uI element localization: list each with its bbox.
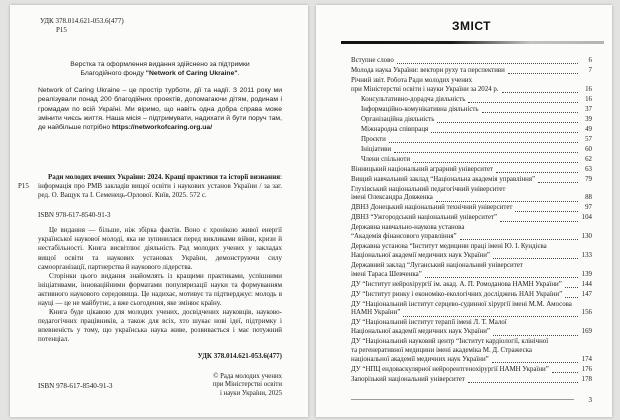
toc-entry — [351, 106, 592, 115]
toc-entry — [351, 146, 592, 155]
toc-entry — [351, 301, 592, 319]
toc-entry-text: національної академії медичних наук України” — [351, 355, 489, 363]
layout-credit — [38, 60, 282, 78]
toc-entry-row — [361, 156, 592, 165]
toc-entry — [351, 176, 592, 185]
toc-entry — [351, 126, 592, 135]
bib-details: : інформація про РМВ закладів вищої освіти і наукових установ України / за заг. ред. О. Ващук та І. Семенець-Орлової. Київ, 2025. 572 с. — [38, 172, 282, 200]
toc-entry-row — [351, 233, 592, 242]
author-sign-code: Р15 — [56, 25, 67, 34]
footer-rule — [351, 399, 574, 400]
toc-entry-text: Члени спільноти — [361, 155, 411, 163]
toc-entry-line: та регенеративної медицини імені академіка М. Д. Стражеска — [351, 347, 532, 355]
toc-entry-text: Національної академії медичних наук України” — [351, 251, 490, 259]
toc-page-number: 37 — [585, 105, 592, 113]
toc-dot-leader — [552, 372, 578, 373]
toc-entry — [351, 96, 592, 105]
toc-entry-row — [351, 57, 592, 66]
toc-page-number: 178 — [581, 375, 592, 383]
credit-line-2 — [38, 69, 282, 78]
toc-dot-leader — [394, 152, 578, 153]
toc-entry-line: Річний звіт. Робота Ради молодих учених — [351, 76, 473, 84]
toc-entry-text: Вінницький національний аграрний університет — [351, 165, 494, 173]
toc-page-number: 16 — [585, 95, 592, 103]
footer-page-number: 3 — [588, 396, 592, 404]
toc-dot-leader — [397, 63, 578, 64]
toc-entry-text: Інформаційно-комунікативна діяльність — [361, 105, 479, 113]
toc-entry-text: Запорізький національний університет — [351, 375, 465, 383]
toc-page-number: 104 — [581, 214, 592, 222]
toc-entry — [351, 166, 592, 175]
left-page — [10, 5, 308, 417]
toc-page-number: 49 — [585, 125, 592, 133]
copyright-line: © Рада молодих учених — [213, 372, 282, 380]
imprint-bottom-row — [38, 373, 282, 399]
credit-fund-prefix: Благодійного фонду — [80, 70, 146, 78]
copyright-line: і науки України, 2025 — [219, 390, 282, 398]
toc-entry-line: ДУ “Національний науковий центр “Інститут кардіології, клінічної — [351, 338, 549, 346]
toc-dot-leader — [565, 297, 578, 298]
copyright-block — [213, 373, 282, 399]
toc-entry-text: Міжнародна співпраця — [361, 125, 429, 133]
toc-dot-leader — [492, 362, 578, 363]
toc-entry — [351, 214, 592, 223]
credit-fund-name: "Network of Caring Ukraine" — [145, 70, 238, 78]
toc-entry-row — [361, 146, 592, 155]
annotation-paragraph: Це видання — більше, ніж збірка фактів. Воно є хронікою живої енергії української наукової молоді, яка не зупинилася перед викликами війни, кризи й нестабільності. Книга висвітлює діяльність Рад молодих учених у закладах вищої освіти та наукових установах України, демонструючи силу самоорганізації, партнерства й наукового лідерства. — [38, 226, 282, 271]
toc-entry-row — [351, 86, 592, 95]
toc-entry-text: Ініціативи — [361, 145, 392, 153]
toc-entry — [351, 243, 592, 261]
toc-entry-text: ДВНЗ Донецький національний технічний університет — [351, 204, 513, 212]
toc-dot-leader — [468, 102, 578, 103]
right-page — [316, 5, 612, 417]
toc-dot-leader — [413, 162, 578, 163]
toc-entry-text: ДУ “НПЦ ендоваскулярної нейрорентгенохірургії НАМН України” — [351, 365, 549, 373]
toc-entry-row — [351, 366, 592, 375]
toc-entry-row — [351, 252, 592, 261]
toc-dot-leader — [515, 211, 578, 212]
toc-entry-text: Консультативно-дорадча діяльність — [361, 95, 466, 103]
right-page-footer — [351, 396, 592, 404]
toc-entry — [351, 57, 592, 66]
toc-entry-line: Державний заклад “Луганський національний університет — [351, 261, 523, 269]
toc-dot-leader — [468, 382, 578, 383]
toc-entry-line: ДУ “Національний інститут терапії імені Л. Т. Малої — [351, 319, 507, 327]
toc-dot-leader — [508, 73, 578, 74]
toc-dot-leader — [493, 335, 578, 336]
book-title: Ради молодих вчених України: 2024. Кращі практики та історії визнання — [48, 172, 281, 181]
toc-entry-row — [361, 106, 592, 115]
toc-entry-row — [351, 204, 592, 213]
toc-dot-leader — [482, 112, 578, 113]
toc-entry-row — [351, 376, 592, 385]
toc-page-number: 174 — [581, 355, 592, 363]
toc-entry-row — [351, 194, 592, 203]
toc-entry — [351, 319, 592, 337]
toc-page-number: 144 — [581, 280, 592, 288]
toc-entry-text: Молода наука України: вектори руху та перспективи — [351, 66, 505, 74]
toc-dot-leader — [493, 258, 578, 259]
toc-entry-line: ДУ “Національний інститут серцево-судинної хірургії імені М.М. Амосова — [351, 300, 572, 308]
toc-dot-leader — [502, 92, 578, 93]
toc-entry — [351, 156, 592, 165]
toc-entry — [351, 136, 592, 145]
toc-entry-row — [351, 271, 592, 280]
toc-entry-text: ДУ “Інститут нейрохірургії ім. акад. А. П. Ромоданова НАМН України” — [351, 280, 562, 288]
toc-dot-leader — [460, 239, 578, 240]
toc-page-number: 63 — [585, 165, 592, 173]
toc-entry-line: Глухівський національний педагогічний університет — [351, 185, 506, 193]
toc-page-number: 139 — [581, 270, 592, 278]
toc-page-number: 169 — [581, 328, 592, 336]
toc-entry-row — [351, 309, 592, 318]
toc-entry-row — [351, 328, 592, 337]
toc-entry-row — [361, 136, 592, 145]
toc-entry — [351, 224, 592, 242]
toc-page-number: 7 — [588, 66, 592, 74]
toc-dot-leader — [389, 142, 578, 143]
toc-page-number: 133 — [581, 251, 592, 259]
toc-dot-leader — [538, 182, 578, 183]
toc-page-number: 156 — [581, 309, 592, 317]
toc-page-number: 79 — [585, 175, 592, 183]
udk-bottom: УДК 378.014.621-053.6(477) — [197, 351, 282, 360]
toc-dot-leader — [496, 172, 578, 173]
toc-entry-row — [351, 67, 592, 76]
bibliographic-record — [18, 172, 282, 201]
ngo-description-paragraph — [38, 86, 282, 132]
toc-entry — [351, 186, 592, 204]
toc-entry-text: при Міністерстві освіти і науки України за 2024 р. — [351, 85, 499, 93]
toc-page-number: 39 — [585, 115, 592, 123]
toc-entry-row — [351, 281, 592, 290]
toc-title: ЗМІСТ — [451, 19, 492, 33]
annotation-paragraph: Сторінки цього видання знайомлять із кращими практиками, успішними ініціативами, інноваційними форматами популяризації науки та формуванням активного наукового середовища. Це надихає, мотивує та підтверджує: молодь в науці — це не майбутнє, а вже сьогодення, яке змінює країну. — [38, 271, 282, 308]
toc-page-number: 176 — [581, 365, 592, 373]
toc-entry-row — [351, 176, 592, 185]
toc-page-number: 57 — [585, 135, 592, 143]
credit-fund-suffix: . — [237, 70, 240, 78]
toc-page-number: 60 — [585, 145, 592, 153]
toc-entry — [351, 77, 592, 95]
ngo-description-text: Network of Caring Ukraine – це простір турботи, дії та надії. З 2011 року ми реалізували понад 200 благодійних проектів, допомагаючи дітям, родинам і громадам по всій Україні. Ми віримо, що навіть одна добра справа може змінити чиєсь життя. Наша місія – підтримувати, надихати й бути поруч там, де найбільше потрібно — [38, 87, 282, 132]
isbn-mid: ISBN 978-617-8540-91-3 — [38, 211, 111, 220]
toc-page-number: 130 — [581, 233, 592, 241]
toc-entry-text: ДВНЗ “Ужгородський національний університет” — [351, 214, 498, 222]
toc-list — [351, 57, 592, 385]
credit-line-1: Верстка та оформлення видання здійснено за підтримки — [70, 61, 250, 69]
toc-entry-text: Організаційна діяльність — [361, 115, 435, 123]
toc-entry — [351, 116, 592, 125]
bib-margin-code: Р15 — [18, 181, 29, 190]
toc-entry — [351, 291, 592, 300]
toc-page-number: 62 — [585, 155, 592, 163]
toc-entry-row — [351, 214, 592, 223]
ngo-url-link[interactable]: https://networkofcaring.org.ua/ — [112, 124, 213, 132]
toc-divider-rule — [341, 41, 604, 44]
toc-page-number: 6 — [588, 57, 592, 64]
toc-page-number: 88 — [585, 194, 592, 202]
toc-entry-text: Національної академії медичних наук України” — [351, 328, 490, 336]
toc-entry — [351, 281, 592, 290]
toc-entry-row — [361, 126, 592, 135]
toc-entry — [351, 376, 592, 385]
copyright-line: при Міністерстві освіти — [212, 381, 282, 389]
toc-entry-row — [351, 166, 592, 175]
toc-entry-text: Вищий навчальний заклад “Національна академія управління” — [351, 175, 536, 183]
toc-entry-text: “Академія фінансового управління” — [351, 233, 457, 241]
toc-entry-text: Проєкти — [361, 135, 386, 143]
toc-entry — [351, 262, 592, 280]
toc-entry-row — [351, 356, 592, 365]
toc-entry-line: Державна установа “Інститут медицини праці імені Ю. І. Кундієва — [351, 243, 547, 251]
toc-entry — [351, 67, 592, 76]
toc-dot-leader — [437, 122, 578, 123]
toc-page-number: 147 — [581, 290, 592, 298]
toc-entry-text: Вступне слово — [351, 57, 394, 64]
toc-dot-leader — [565, 287, 578, 288]
toc-page-number: 16 — [585, 85, 592, 93]
toc-dot-leader — [436, 201, 578, 202]
toc-entry — [351, 204, 592, 213]
toc-page-number: 97 — [585, 204, 592, 212]
annotation — [38, 226, 282, 344]
bib-body — [38, 173, 282, 201]
toc-dot-leader — [403, 316, 578, 317]
toc-dot-leader — [431, 132, 578, 133]
toc-entry-text: імені Олександра Довженка — [351, 194, 433, 202]
toc-dot-leader — [425, 277, 578, 278]
toc-entry-row — [351, 291, 592, 300]
toc-entry-line: Державна навчально-наукова установа — [351, 224, 465, 232]
udk-classification-block — [40, 17, 282, 34]
isbn-bottom: ISBN 978-617-8540-91-3 — [38, 381, 113, 390]
toc-entry-text: НАМН України” — [351, 309, 401, 317]
toc-entry — [351, 366, 592, 375]
toc-dot-leader — [500, 221, 578, 222]
toc-entry — [351, 338, 592, 364]
udk-number: УДК 378.014.621-053.6(477) — [40, 17, 124, 25]
toc-entry-row — [361, 116, 592, 125]
toc-entry-text: ДУ “Інститут ринку і економіко-екологічних досліджень НАН України” — [351, 290, 563, 298]
annotation-paragraph: Книга буде цікавою для молодих учених, досвідчених науковців, науково-педагогічних працівників, а також для всіх, хто шукає нові ідеї, підтримку і впевненість у тому, що українська наука живе, розвивається і має потужний потенціал. — [38, 308, 282, 344]
toc-entry-row — [361, 96, 592, 105]
toc-entry-text: імені Тараса Шевченка” — [351, 270, 422, 278]
